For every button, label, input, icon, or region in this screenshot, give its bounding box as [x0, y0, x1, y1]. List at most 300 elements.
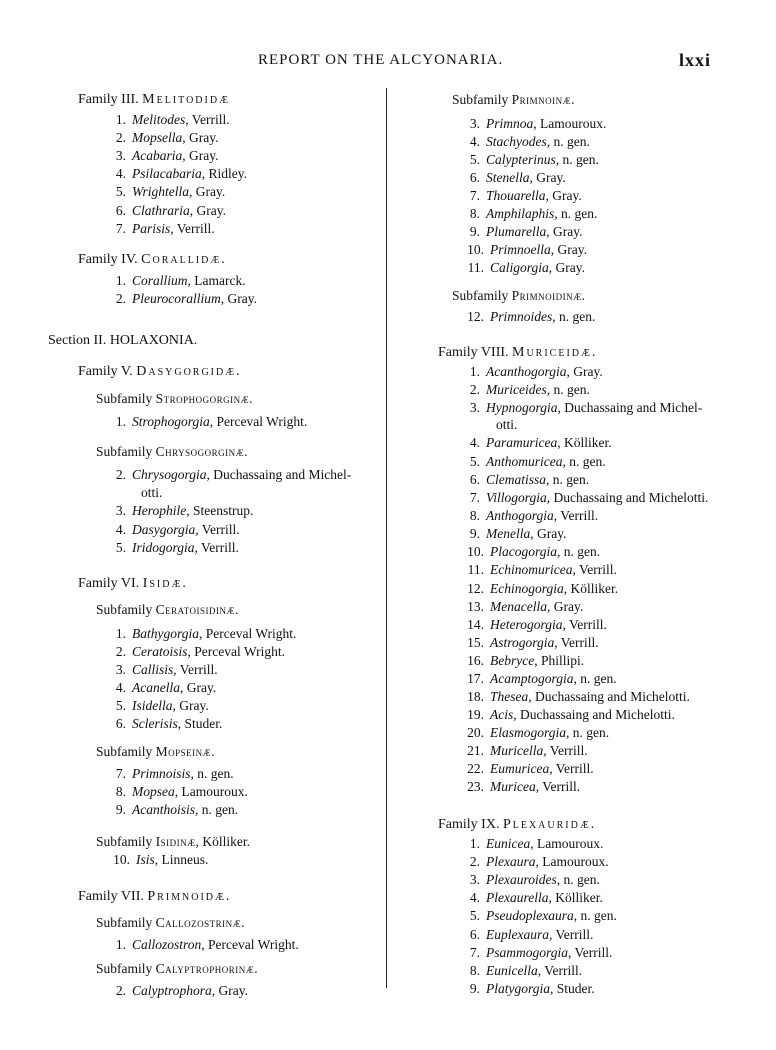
family-heading	[438, 817, 596, 833]
genus-entry	[104, 503, 253, 519]
authority: , Gray.	[220, 291, 257, 306]
genus-entry	[104, 540, 239, 556]
genus-name: Calyptrophora	[132, 983, 212, 998]
genus-name: Paramuricea	[486, 435, 558, 450]
genus-entry	[104, 273, 246, 289]
genus-entry	[458, 382, 590, 398]
authority: , n. gen.	[195, 802, 239, 817]
genus-entry	[458, 890, 603, 906]
genus-name: Heterogorgia	[490, 617, 563, 632]
authority: , Phillipi.	[534, 653, 585, 668]
subfamily-heading	[96, 834, 250, 850]
authority: , Perceval Wright.	[201, 937, 299, 952]
entry-number: 18.	[467, 689, 484, 704]
genus-name: Acanella	[132, 680, 180, 695]
entry-number: 1.	[115, 112, 126, 127]
genus-entry	[458, 725, 609, 741]
genus-name: Bathygorgia	[132, 626, 199, 641]
entry-number: 9.	[469, 224, 480, 239]
entry-number: 10.	[467, 544, 484, 559]
authority: , Gray.	[546, 224, 583, 239]
genus-entry	[458, 945, 612, 961]
genus-name: Primnoa	[486, 116, 534, 131]
genus-entry	[458, 224, 583, 240]
taxon-name: Chrysogorginæ.	[155, 444, 249, 459]
running-title: REPORT ON THE ALCYONARIA.	[258, 52, 504, 68]
genus-name: Sclerisis	[132, 716, 178, 731]
genus-name: Primnoisis	[132, 766, 191, 781]
genus-entry	[104, 522, 240, 538]
entry-number: 1.	[115, 273, 126, 288]
genus-name: Plexaurella	[486, 890, 549, 905]
entry-number: 2.	[469, 854, 480, 869]
heading-label: Family V.	[78, 364, 133, 379]
entry-number: 8.	[115, 784, 126, 799]
entry-number: 12.	[467, 309, 484, 324]
heading-label: Subfamily	[96, 744, 153, 759]
entry-number: 5.	[115, 184, 126, 199]
genus-name: Elasmogorgia	[490, 725, 567, 740]
genus-name: Wrightella	[132, 184, 189, 199]
authority: , Verrill.	[543, 743, 588, 758]
genus-name: Stenella	[486, 170, 530, 185]
entry-number: 4.	[469, 134, 480, 149]
genus-entry	[458, 927, 593, 943]
genus-name: Astrogorgia	[490, 635, 555, 650]
authority: , Lamouroux.	[174, 784, 248, 799]
entry-number: 5.	[115, 540, 126, 555]
entry-number: 3.	[469, 116, 480, 131]
entry-number: 7.	[469, 490, 480, 505]
authority: , n. gen.	[573, 671, 617, 686]
authority: , Lamouroux.	[535, 854, 609, 869]
genus-entry	[458, 761, 594, 777]
entry-number: 13.	[467, 599, 484, 614]
continuation-text: otti.	[496, 417, 518, 432]
genus-entry	[458, 400, 702, 416]
taxon-name: Melitodidæ	[142, 92, 230, 107]
entry-number: 4.	[115, 166, 126, 181]
authority: , Kölliker.	[563, 581, 619, 596]
heading-label: Subfamily	[96, 915, 153, 930]
genus-name: Acamptogorgia	[490, 671, 574, 686]
entry-number: 3.	[469, 872, 480, 887]
authority: , Verrill.	[185, 112, 230, 127]
genus-entry	[458, 908, 617, 924]
genus-name: Pseudoplexaura	[486, 908, 574, 923]
taxon-name: Isidæ.	[142, 576, 188, 591]
entry-number: 2.	[115, 983, 126, 998]
authority: , Verrill.	[554, 635, 599, 650]
entry-number: 2.	[115, 644, 126, 659]
genus-entry	[458, 836, 603, 852]
genus-entry	[104, 221, 215, 237]
genus-entry	[458, 206, 597, 222]
genus-name: Melitodes	[132, 112, 186, 127]
genus-entry	[104, 148, 219, 164]
authority: , n. gen.	[562, 454, 606, 469]
page-number: lxxi	[679, 50, 712, 70]
genus-name: Muricella	[490, 743, 544, 758]
genus-entry	[458, 309, 595, 325]
genus-entry	[458, 544, 600, 560]
entry-number: 10.	[113, 852, 130, 867]
entry-number: 9.	[469, 526, 480, 541]
taxon-name: Calyptrophorinæ.	[155, 961, 259, 976]
genus-name: Placogorgia	[490, 544, 557, 559]
authority: , Linneus.	[154, 852, 209, 867]
entry-number: 11.	[467, 260, 484, 275]
genus-entry	[104, 802, 238, 818]
entry-number: 9.	[469, 981, 480, 996]
authority: , Perceval Wright.	[199, 626, 297, 641]
heading-label: Family VI.	[78, 576, 140, 591]
authority: , Gray.	[545, 188, 582, 203]
authority: , Duchassaing and Michel-	[206, 467, 352, 482]
genus-entry	[104, 680, 216, 696]
entry-number: 4.	[469, 890, 480, 905]
authority: , Duchassaing and Michelotti.	[513, 707, 675, 722]
authority: , Lamouroux.	[530, 836, 604, 851]
entry-number: 7.	[469, 945, 480, 960]
subfamily-heading	[452, 92, 575, 108]
authority: , n. gen.	[546, 382, 590, 397]
genus-name: Euplexaura	[486, 927, 549, 942]
genus-name: Isis	[136, 852, 155, 867]
entry-number: 6.	[469, 472, 480, 487]
heading-label: Subfamily	[96, 602, 153, 617]
family-heading	[78, 92, 230, 108]
heading-label: Subfamily	[96, 834, 153, 849]
authority: , Gray.	[182, 148, 219, 163]
subfamily-heading	[452, 288, 586, 304]
genus-name: Menacella	[490, 599, 547, 614]
genus-name: Muriceides	[486, 382, 547, 397]
taxon-name: Muriceidæ.	[512, 345, 598, 360]
authority: , Gray.	[529, 170, 566, 185]
genus-name: Ceratoisis	[132, 644, 188, 659]
taxon-name: Mopseinæ.	[155, 744, 216, 759]
taxon-name: Dasygorgidæ.	[136, 364, 242, 379]
heading-label: Family IV.	[78, 252, 138, 267]
genus-name: Thesea	[490, 689, 529, 704]
authority: , Perceval Wright.	[209, 414, 308, 429]
genus-name: Corallium	[132, 273, 188, 288]
genus-name: Clathraria	[132, 203, 190, 218]
entry-number: 2.	[469, 382, 480, 397]
genus-entry	[104, 626, 296, 642]
genus-name: Plexaura	[486, 854, 536, 869]
genus-entry	[458, 526, 566, 542]
genus-entry	[458, 635, 599, 651]
taxon-name: Strophogorginæ.	[155, 391, 254, 406]
genus-name: Herophile	[132, 503, 187, 518]
genus-entry	[104, 784, 248, 800]
genus-entry	[104, 852, 208, 868]
genus-name: Eunicea	[486, 836, 531, 851]
entry-number: 7.	[115, 221, 126, 236]
heading-label: Subfamily	[96, 391, 153, 406]
entry-number: 7.	[115, 766, 126, 781]
taxon-name: Primnoinæ.	[511, 92, 576, 107]
genus-name: Callozostron	[132, 937, 202, 952]
authority: , Verrill.	[194, 540, 239, 555]
entry-number: 1.	[115, 626, 126, 641]
authority: , n. gen.	[566, 725, 610, 740]
authority: , Verrill.	[572, 562, 617, 577]
authority: , n. gen.	[552, 309, 596, 324]
entry-number: 4.	[115, 680, 126, 695]
genus-entry	[458, 779, 580, 795]
entry-number: 17.	[467, 671, 484, 686]
authority: , Gray.	[566, 364, 603, 379]
entry-number: 2.	[115, 291, 126, 306]
genus-entry	[458, 671, 617, 687]
authority: , Gray.	[530, 526, 567, 541]
genus-entry	[458, 617, 607, 633]
genus-entry	[458, 454, 606, 470]
entry-number: 16.	[467, 653, 484, 668]
authority: , n. gen.	[190, 766, 234, 781]
genus-entry	[458, 490, 708, 506]
continuation-text: otti.	[141, 485, 163, 500]
entry-number: 23.	[467, 779, 484, 794]
entry-number: 3.	[115, 503, 126, 518]
genus-name: Muricea	[490, 779, 536, 794]
genus-name: Menella	[486, 526, 531, 541]
taxon-name: Ceratoisidinæ.	[155, 602, 239, 617]
subfamily-heading	[96, 391, 253, 407]
genus-name: Primnoides	[490, 309, 553, 324]
genus-entry	[458, 260, 585, 276]
genus-name: Plumarella	[486, 224, 547, 239]
authority: , Gray.	[548, 260, 586, 275]
heading-label: Family VII.	[78, 889, 144, 904]
entry-number: 11.	[467, 562, 484, 577]
authority: , Lamouroux.	[533, 116, 607, 131]
genus-name: Villogorgia	[486, 490, 547, 505]
genus-name: Pleurocorallium	[132, 291, 221, 306]
entry-number: 8.	[469, 508, 480, 523]
authority: , Kölliker.	[548, 890, 603, 905]
entry-number: 1.	[469, 364, 480, 379]
heading-label: Family VIII.	[438, 345, 509, 360]
genus-entry	[104, 716, 222, 732]
authority: , Gray.	[179, 680, 217, 695]
authority: , Perceval Wright.	[187, 644, 285, 659]
author-continuation	[141, 485, 162, 501]
genus-entry	[458, 170, 566, 186]
genus-name: Parisis	[132, 221, 171, 236]
heading-label: Subfamily	[96, 444, 153, 459]
heading-label: Family III.	[78, 92, 139, 107]
genus-name: Echinomuricea	[490, 562, 573, 577]
genus-entry	[458, 872, 600, 888]
genus-entry	[104, 766, 234, 782]
authority: , Verrill.	[549, 927, 594, 942]
entry-number: 14.	[467, 617, 484, 632]
authority: , Verrill.	[553, 508, 599, 523]
authority: , Gray.	[546, 599, 584, 614]
entry-number: 4.	[469, 435, 480, 450]
genus-entry	[458, 152, 599, 168]
authority: , Duchassaing and Michel-	[557, 400, 703, 415]
entry-number: 2.	[115, 467, 126, 482]
genus-entry	[104, 184, 225, 200]
taxon-name: Isidinæ	[155, 834, 196, 849]
authority: , n. gen.	[546, 134, 590, 149]
authority: , Steenstrup.	[186, 503, 254, 518]
entry-number: 3.	[115, 148, 126, 163]
authority: , Verrill.	[549, 761, 594, 776]
subfamily-heading	[96, 915, 245, 931]
entry-number: 6.	[469, 927, 480, 942]
genus-entry	[458, 743, 588, 759]
family-heading	[78, 364, 242, 380]
authority: , Verrill.	[173, 662, 218, 677]
subfamily-heading	[96, 602, 239, 618]
genus-entry	[104, 112, 230, 128]
authority: , n. gen.	[555, 152, 599, 167]
entry-number: 21.	[467, 743, 484, 758]
entry-number: 8.	[469, 963, 480, 978]
genus-name: Amphilaphis	[486, 206, 555, 221]
taxon-name: Primnoidinæ.	[511, 288, 586, 303]
entry-number: 9.	[115, 802, 126, 817]
authority: , Gray.	[189, 184, 226, 199]
entry-number: 4.	[115, 522, 126, 537]
entry-number: 20.	[467, 725, 484, 740]
entry-number: 2.	[115, 130, 126, 145]
genus-name: Thouarella	[486, 188, 546, 203]
authority: , n. gen.	[557, 544, 601, 559]
genus-name: Clematissa	[486, 472, 547, 487]
genus-entry	[104, 937, 299, 953]
genus-entry	[104, 203, 226, 219]
genus-entry	[458, 116, 606, 132]
subfamily-heading	[96, 961, 258, 977]
genus-entry	[104, 644, 285, 660]
heading-label: Family IX.	[438, 817, 500, 832]
genus-name: Hypnogorgia	[486, 400, 558, 415]
entry-number: 1.	[469, 836, 480, 851]
authority: , Kölliker.	[195, 834, 250, 849]
genus-entry	[458, 653, 584, 669]
authority: , Gray.	[211, 983, 249, 998]
genus-name: Plexauroides	[486, 872, 557, 887]
section-label: Section II. HOLAXONIA.	[48, 333, 198, 348]
genus-name: Primnoella	[490, 242, 551, 257]
authority: , n. gen.	[556, 872, 600, 887]
genus-name: Iridogorgia	[132, 540, 195, 555]
entry-number: 1.	[115, 937, 126, 952]
genus-entry	[458, 508, 598, 524]
subfamily-heading	[96, 744, 215, 760]
authority: , Ridley.	[201, 166, 247, 181]
entry-number: 7.	[469, 188, 480, 203]
genus-entry	[104, 662, 218, 678]
author-continuation	[496, 417, 517, 433]
heading-label: Subfamily	[96, 961, 153, 976]
entry-number: 6.	[115, 203, 126, 218]
entry-number: 6.	[469, 170, 480, 185]
heading-label: Subfamily	[452, 288, 509, 303]
genus-name: Strophogorgia	[132, 414, 210, 429]
genus-name: Acanthogorgia	[486, 364, 567, 379]
authority: , Verrill.	[537, 963, 583, 978]
entry-number: 12.	[467, 581, 484, 596]
heading-label: Subfamily	[452, 92, 509, 107]
entry-number: 3.	[469, 400, 480, 415]
genus-name: Chrysogorgia	[132, 467, 207, 482]
genus-name: Callisis	[132, 662, 174, 677]
genus-entry	[458, 242, 587, 258]
column-divider	[386, 88, 387, 988]
genus-name: Calypterinus	[486, 152, 556, 167]
entry-number: 19.	[467, 707, 484, 722]
family-heading	[78, 576, 188, 592]
authority: , Verrill.	[568, 945, 613, 960]
genus-entry	[458, 188, 582, 204]
genus-name: Anthogorgia	[486, 508, 554, 523]
authority: , Gray.	[189, 203, 227, 218]
genus-entry	[104, 983, 248, 999]
genus-entry	[458, 562, 617, 578]
genus-name: Mopsella	[132, 130, 183, 145]
genus-entry	[104, 166, 247, 182]
entry-number: 1.	[115, 414, 126, 429]
genus-name: Mopsea	[132, 784, 175, 799]
authority: , n. gen.	[554, 206, 598, 221]
family-heading	[438, 345, 597, 361]
genus-entry	[458, 854, 609, 870]
entry-number: 22.	[467, 761, 484, 776]
authority: , Verrill.	[170, 221, 215, 236]
authority: , Gray.	[550, 242, 587, 257]
genus-entry	[458, 435, 612, 451]
genus-name: Acis	[490, 707, 514, 722]
genus-name: Acanthoisis	[132, 802, 195, 817]
family-heading	[78, 252, 227, 268]
genus-name: Acabaria	[132, 148, 183, 163]
entry-number: 5.	[469, 908, 480, 923]
authority: , Lamarck.	[187, 273, 246, 288]
genus-entry	[458, 707, 675, 723]
genus-name: Psilacabaria	[132, 166, 202, 181]
genus-entry	[458, 364, 603, 380]
genus-name: Eunicella	[486, 963, 538, 978]
authority: , Verrill.	[195, 522, 240, 537]
authority: , Gray.	[182, 130, 219, 145]
entry-number: 6.	[115, 716, 126, 731]
genus-name: Caligorgia	[490, 260, 549, 275]
authority: , Studer.	[177, 716, 223, 731]
genus-name: Anthomuricea	[486, 454, 563, 469]
taxon-name: Callozostrinæ.	[155, 915, 246, 930]
authority: , Kölliker.	[557, 435, 612, 450]
genus-entry	[104, 414, 307, 430]
genus-entry	[458, 599, 583, 615]
section-heading	[48, 333, 197, 349]
authority: , n. gen.	[573, 908, 617, 923]
entry-number: 5.	[469, 454, 480, 469]
genus-entry	[458, 581, 618, 597]
genus-name: Isidella	[132, 698, 173, 713]
genus-entry	[104, 291, 257, 307]
genus-entry	[104, 130, 219, 146]
authority: , Duchassaing and Michelotti.	[546, 490, 709, 505]
entry-number: 5.	[115, 698, 126, 713]
